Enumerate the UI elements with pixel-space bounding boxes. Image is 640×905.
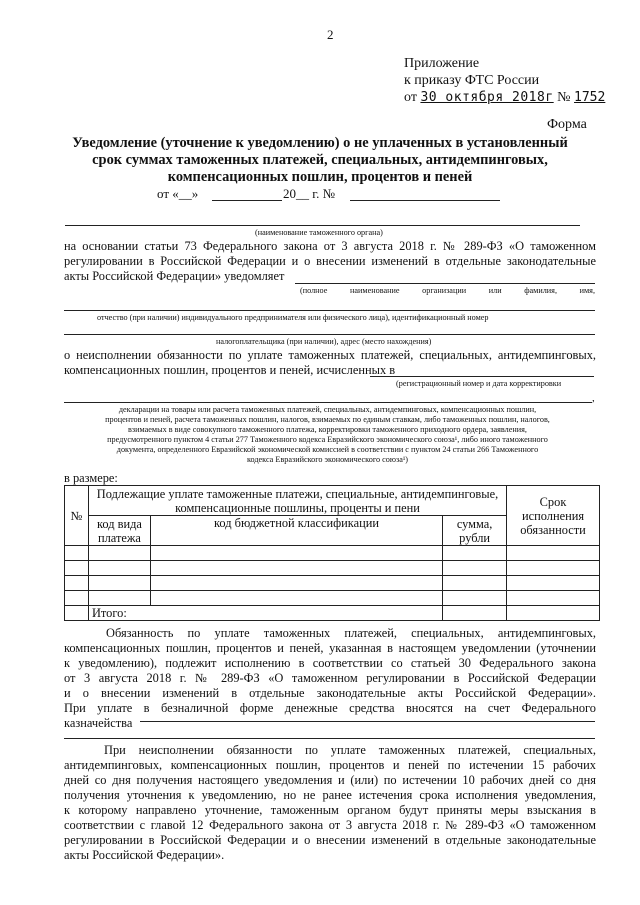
para1-line-2: компенсационных пошлин, процентов и пеней, указанная в настоящем уведомлении (уточнении (64, 641, 596, 655)
intro-line-3: акты Российской Федерации» уведомляет (64, 269, 285, 283)
table-row (65, 576, 600, 591)
col-due-line-1: Срок (539, 494, 567, 509)
title-number-blank (350, 200, 500, 201)
declaration-caption-line-2: декларации на товары или расчета таможенных платежей, специальных, антидемпинговых, компенсационных пошлин, (118, 405, 537, 414)
col-sum-line-2: рубли (459, 530, 491, 545)
appendix-order-date-line (404, 89, 605, 106)
table-row (65, 591, 600, 606)
col-due-line-3: обязанности (520, 522, 586, 537)
payer-blank-2 (64, 310, 595, 311)
treasury-account-blank-2 (64, 738, 595, 739)
para2-line-2: антидемпинговых, компенсационных пошлин, процентов и пеней по истечении 15 рабочих (64, 758, 596, 772)
declaration-caption-line-5: предусмотренного пунктом 4 статьи 277 Таможенного кодекса Евразийского экономического союза¹, либо иного таможенного (107, 435, 548, 444)
col-sum-line-1: сумма, (456, 516, 493, 531)
customs-body-caption: (наименование таможенного органа) (255, 228, 383, 237)
para2-line-1: При неисполнении обязанности по уплате таможенных платежей, специальных, (104, 743, 596, 757)
appendix-number: 1752 (574, 90, 606, 105)
para2-line-6: соответствии с главой 12 Федерального закона от 3 августа 2018 г. № 289-ФЗ «О таможенном (64, 818, 596, 832)
payer-caption-line-3: налогоплательщика (при наличии), адрес (место нахождения) (216, 337, 432, 346)
appendix-date: 30 октября 2018г (420, 90, 554, 105)
col-type-line-1: код вида (96, 516, 142, 531)
para1-line-4: от 3 августа 2018 г. № 289-ФЗ «О таможенном регулировании в Российской Федерации (64, 671, 596, 685)
col-sum-header (443, 516, 507, 546)
obligation-text (64, 348, 596, 378)
col-due-header (507, 486, 600, 546)
appendix-date-prefix: от (404, 90, 417, 105)
comma: , (592, 392, 595, 404)
para1-line-7: казначейства (64, 716, 133, 730)
appendix-block (404, 55, 605, 106)
col-kbk-header: код бюджетной классификации (150, 516, 442, 546)
para1-line-1: Обязанность по уплате таможенных платежей, специальных, антидемпинговых, (106, 626, 596, 640)
declaration-caption-line-7: кодекса Евразийского экономического союза¹) (246, 455, 409, 464)
title-date-year: 20__ г. № (283, 186, 336, 201)
para2-line-4: получения уточнения к уведомлению, но не ранее истечения срока исполнения уведомления, (64, 788, 596, 802)
col-type-header (88, 516, 150, 546)
header-main-line-1: Подлежащие уплате таможенные платежи, специальные, антидемпинговые, (96, 486, 499, 501)
customs-body-blank (65, 225, 580, 226)
document-title (40, 135, 600, 186)
title-date-month-blank (212, 200, 282, 201)
payer-blank-3 (64, 334, 595, 335)
table-total-row (65, 606, 600, 621)
para1-line-5: и о внесении изменений в отдельные законодательные акты Российской Федерации». (64, 686, 596, 700)
paragraph-enforcement (64, 743, 596, 863)
para2-line-8: акты Российской Федерации». (64, 848, 225, 862)
appendix-number-prefix: № (557, 90, 571, 105)
payer-name-blank (295, 283, 595, 284)
payer-caption-line-1: (полное наименование организации или фамилия, имя, (300, 286, 595, 295)
table-row (65, 561, 600, 576)
intro-line-2: регулировании в Российской Федерации и о внесении изменений в отдельные законодательные (64, 254, 596, 268)
declaration-caption-line-4: взимаемых в виде совокупного таможенного платежа, корректировки таможенного приходного ордера, заявления, (128, 425, 527, 434)
appendix-line-2: к приказу ФТС России (404, 73, 540, 88)
table-row (65, 546, 600, 561)
title-date-from: от «__» (157, 186, 199, 201)
form-label: Форма (547, 117, 587, 132)
col-number-header: № (65, 486, 89, 546)
title-line-2: срок суммах таможенных платежей, специальных, антидемпинговых, (92, 152, 548, 168)
declaration-caption-line-6: документа, определенного Евразийской экономической комиссией в соответствии с пунктом 24 статьи 266 Таможенного (116, 445, 539, 454)
payments-table (64, 485, 600, 621)
appendix-line-1: Приложение (404, 56, 480, 71)
amount-label: в размере: (64, 471, 118, 485)
obligation-line-2: компенсационных пошлин, процентов и пеней, исчисленных в (64, 363, 396, 377)
title-line-1: Уведомление (уточнение к уведомлению) о не уплаченных в установленный (72, 135, 568, 151)
treasury-account-blank (140, 721, 595, 722)
header-main-line-2: компенсационные пошлины, проценты и пени (175, 500, 420, 515)
header-main (88, 486, 506, 516)
para2-line-3: дней со дня получения настоящего уведомления и (или) по истечении 10 рабочих дней со дня (64, 773, 596, 787)
para1-line-3: к уведомлению), подлежит исполнению в соответствии со статьей 30 Федерального закона (64, 656, 596, 670)
declaration-caption-line-1: (регистрационный номер и дата корректировки (396, 379, 562, 388)
declaration-caption-line-3: процентов и пеней, расчета таможенных пошлин, налогов, взимаемых по единым ставкам, либо таможенных пошлин, налогов, (105, 415, 550, 424)
col-due-line-2: исполнения (521, 508, 585, 523)
payer-caption-line-2: отчество (при наличии) индивидуального предпринимателя или физического лица), идентификационный номер (97, 313, 489, 322)
para2-line-7: регулировании в Российской Федерации и о внесении изменений в отдельные законодательные (64, 833, 596, 847)
obligation-line-1: о неисполнении обязанности по уплате таможенных платежей, специальных, антидемпинговых, (64, 348, 596, 362)
declaration-blank-1 (370, 376, 594, 377)
page-number: 2 (327, 27, 334, 42)
declaration-blank-2 (64, 402, 592, 403)
para1-line-6: При уплате в безналичной форме денежные средства вносятся на счет Федерального (64, 701, 596, 715)
paragraph-obligation (64, 626, 596, 731)
col-type-line-2: платежа (97, 530, 141, 545)
intro-line-1: на основании статьи 73 Федерального закона от 3 августа 2018 г. № 289-ФЗ «О таможенном (64, 239, 596, 253)
total-label: Итого: (88, 606, 442, 621)
intro-text (64, 239, 596, 284)
para2-line-5: к которому направлено уточнение, таможенным органом будут приняты меры взыскания в (64, 803, 596, 817)
title-line-3: компенсационных пошлин, процентов и пеней (167, 169, 473, 185)
declaration-caption (40, 405, 615, 465)
